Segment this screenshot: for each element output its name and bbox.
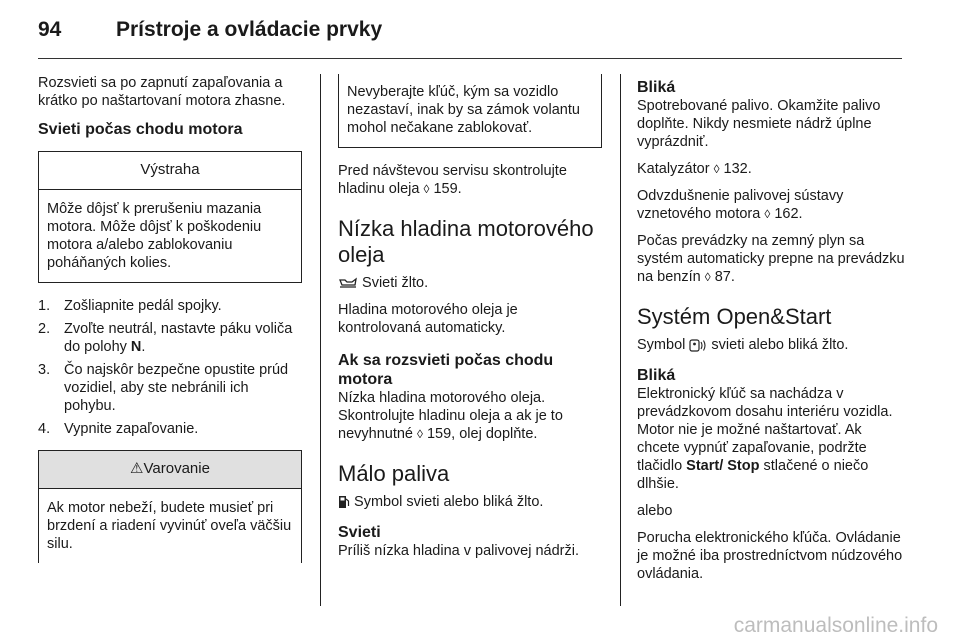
page-header bbox=[38, 18, 382, 48]
column-3 bbox=[637, 78, 907, 592]
warning-box bbox=[38, 151, 302, 283]
oil-auto-paragraph: Hladina motorového oleja je kontrolovaná automaticky. bbox=[338, 302, 518, 336]
steps-list bbox=[38, 297, 302, 438]
fuel-paragraph: Symbol svieti alebo bliká žlto. bbox=[338, 493, 602, 511]
if-lights-paragraph: Nízka hladina motorového oleja. Skontrolujte hladinu oleja a ak je to nevyhnutné ◊ 159, olej doplňte. bbox=[338, 390, 563, 442]
electronic-key-icon bbox=[689, 339, 707, 352]
symbol-paragraph: Symbol svieti alebo bliká žlto. bbox=[637, 337, 849, 353]
header-rule bbox=[38, 58, 902, 59]
oil-lights-paragraph: Svieti žlto. bbox=[338, 274, 602, 292]
page-ref-icon: ◊ bbox=[764, 207, 771, 221]
openstart-heading: Systém Open&Start bbox=[637, 304, 832, 329]
fault-paragraph: Porucha elektronického kľúča. Ovládanie je možné iba prostredníctvom núdzového ovládania. bbox=[637, 530, 903, 582]
note-box: Nevyberajte kľúč, kým sa vozidlo nezastaví, inak by sa zámok volantu mohol nečakane zablokovať. bbox=[338, 74, 602, 148]
column-2 bbox=[338, 74, 602, 569]
warning-box-title: Výstraha bbox=[39, 152, 301, 190]
flash-heading: Bliká bbox=[637, 79, 676, 96]
caution-box-body: Ak motor nebeží, budete musieť pri brzdení a riadení vyvinúť oveľa väčšiu silu. bbox=[47, 500, 292, 552]
column-1 bbox=[38, 74, 302, 563]
page-ref-icon: ◊ bbox=[704, 270, 711, 284]
oil-level-icon bbox=[338, 277, 358, 289]
fuel-pump-icon bbox=[338, 495, 350, 509]
list-item: 1. Zošliapnite pedál spojky. bbox=[38, 298, 222, 314]
flash-paragraph: Spotrebované palivo. Okamžite palivo doplňte. Nikdy nesmiete nádrž úplne vyprázdniť. bbox=[637, 98, 881, 150]
oil-level-heading: Nízka hladina motorového oleja bbox=[338, 216, 594, 267]
page-ref-icon: ◊ bbox=[423, 182, 430, 196]
warning-box-body: Môže dôjsť k prerušeniu mazania motora. Môže dôjsť k poškodeniu motora a/alebo zablokovaniu poháňaných kolies. bbox=[47, 201, 262, 271]
caution-box bbox=[38, 450, 302, 563]
low-fuel-heading: Málo paliva bbox=[338, 461, 450, 486]
list-item: 3. Čo najskôr bezpečne opustite prúd vozidiel, aby ste nebránili ich pohybu. bbox=[38, 362, 289, 414]
page-ref-icon: ◊ bbox=[713, 162, 720, 176]
list-item: 4. Vypnite zapaľovanie. bbox=[38, 421, 199, 437]
page-ref-icon: ◊ bbox=[417, 427, 423, 441]
watermark: carmanualsonline.info bbox=[733, 614, 938, 637]
column-divider bbox=[320, 74, 321, 606]
lit-paragraph: Príliš nízka hladina v palivovej nádrži. bbox=[338, 543, 579, 559]
flash2-paragraph: Elektronický kľúč sa nachádza v prevádzkovom dosahu interiéru vozidla. Motor nie je možné naštartovať. Ak chcete vypnúť zapaľovanie, podržte tlačidlo Start/ Stop stlačené o niečo dlhšie. bbox=[637, 386, 893, 492]
service-paragraph: Pred návštevou servisu skontrolujte hladinu oleja ◊ 159. bbox=[338, 163, 567, 197]
page-number: 94 bbox=[38, 18, 62, 41]
list-item: 2. Zvoľte neutrál, nastavte páku voliča do polohy N. bbox=[38, 321, 293, 355]
or-paragraph: alebo bbox=[637, 503, 673, 519]
section-heading: Svieti počas chodu motora bbox=[38, 121, 243, 138]
page-title: Prístroje a ovládacie prvky bbox=[116, 18, 383, 41]
flash2-heading: Bliká bbox=[637, 367, 676, 384]
column-divider bbox=[620, 74, 621, 606]
vent-paragraph: Odvzdušnenie palivovej sústavy vznetového motora ◊ 162. bbox=[637, 188, 844, 222]
caution-box-title: ⚠Varovanie bbox=[39, 451, 301, 489]
if-lights-heading: Ak sa rozsvieti počas chodu motora bbox=[338, 352, 554, 388]
lit-heading: Svieti bbox=[338, 524, 381, 541]
intro-paragraph: Rozsvieti sa po zapnutí zapaľovania a krátko po naštartovaní motora zhasne. bbox=[38, 75, 286, 109]
lpg-paragraph: Počas prevádzky na zemný plyn sa systém automaticky prepne na prevádzku na benzín ◊ 87. bbox=[637, 233, 905, 285]
warning-triangle-icon: ⚠ bbox=[130, 460, 144, 477]
catalyst-paragraph: Katalyzátor ◊ 132. bbox=[637, 161, 752, 177]
